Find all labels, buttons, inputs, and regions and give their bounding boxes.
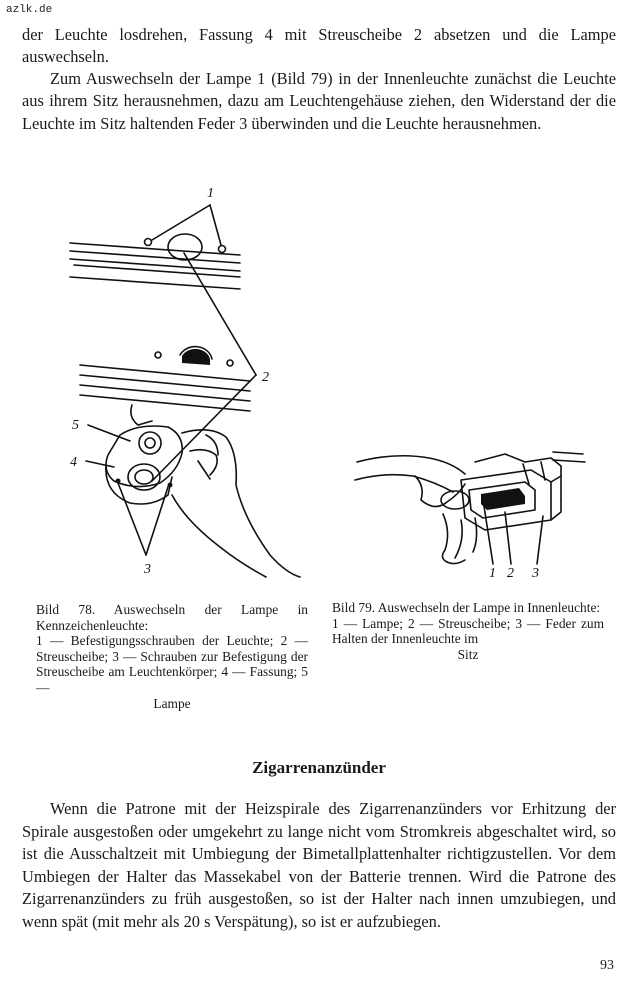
figure-78-illustration	[60, 185, 320, 585]
figure-78-caption-body: 1 — Befestigungsschrauben der Leuchte; 2 — Streuscheibe; 3 — Schrauben zur Befestigung der Streuscheibe am Leuchtenkörper; 4 — Fassung; 5 —	[36, 633, 308, 695]
figure-78-label-4: 4	[70, 455, 77, 470]
figure-79-label-2: 2	[507, 566, 514, 581]
interior-lamp-housing	[461, 452, 585, 530]
figure-79-caption-end: Sitz	[457, 646, 479, 662]
figure-78-label-1: 1	[207, 186, 214, 201]
figure-79-label-3: 3	[532, 566, 539, 581]
bumper-strip-upper	[70, 234, 240, 289]
figure-79-label-1: 1	[489, 566, 496, 581]
figure-78-label-2: 2	[262, 370, 269, 385]
site-watermark: azlk.de	[6, 4, 53, 16]
figure-79-caption-title: Bild 79. Auswechseln der Lampe in Innenleuchte:	[332, 600, 601, 615]
figure-78-label-3: 3	[144, 562, 151, 577]
page-number: 93	[600, 958, 614, 973]
hand-holding-interior-lamp	[355, 456, 477, 564]
paragraph-interior-lamp: Zum Auswechseln der Lampe 1 (Bild 79) in der Innenleuchte zunächst die Leuchte aus ihrem Sitz herausnehmen, dazu am Leuchtengehäuse ziehen, den Widerstand der die Leuchte im Sitz haltenden Feder 3 überwinden und die Leuchte herausnehmen.	[22, 69, 616, 133]
hand-with-lamp-housing	[106, 405, 300, 577]
figure-79-caption-body: 1 — Lampe; 2 — Streuscheibe; 3 — Feder zum Halten der Innenleuchte im	[332, 615, 604, 647]
figure-79-caption	[332, 600, 604, 662]
figure-78-caption-title: Bild 78. Auswechseln der Lampe in Kennzeichenleuchte:	[36, 602, 308, 633]
figure-79-illustration	[355, 440, 585, 580]
figure-78-caption	[36, 602, 308, 711]
bumper-strip-lower	[80, 347, 250, 411]
paragraph-continuation: der Leuchte losdrehen, Fassung 4 mit Streuscheibe 2 absetzen und die Lampe auswechseln.	[22, 25, 616, 67]
section-heading: Zigarrenanzünder	[252, 758, 386, 777]
paragraph-cigarette-lighter: Wenn die Patrone mit der Heizspirale des Zigarrenanzünders vor Erhitzung der Spirale ausgestoßen oder umgekehrt zu lange nicht vom Stromkreis abgeschaltet wird, so ist die Ausschaltzeit mit Umbiegung der Bimetallplattenhalter richtigzustellen. Vor dem Umbiegen der Halter das Massekabel von der Batterie trennen. Wird die Patrone des Zigarrenanzünders zu früh ausgestoßen, so ist der Halter nach innen umzubiegen, und wenn spät (mit mehr als 20 s Verspätung), so ist er aufzubiegen.	[22, 799, 616, 931]
figure-78-caption-end: Lampe	[153, 695, 191, 711]
figure-78-label-5: 5	[72, 418, 79, 433]
